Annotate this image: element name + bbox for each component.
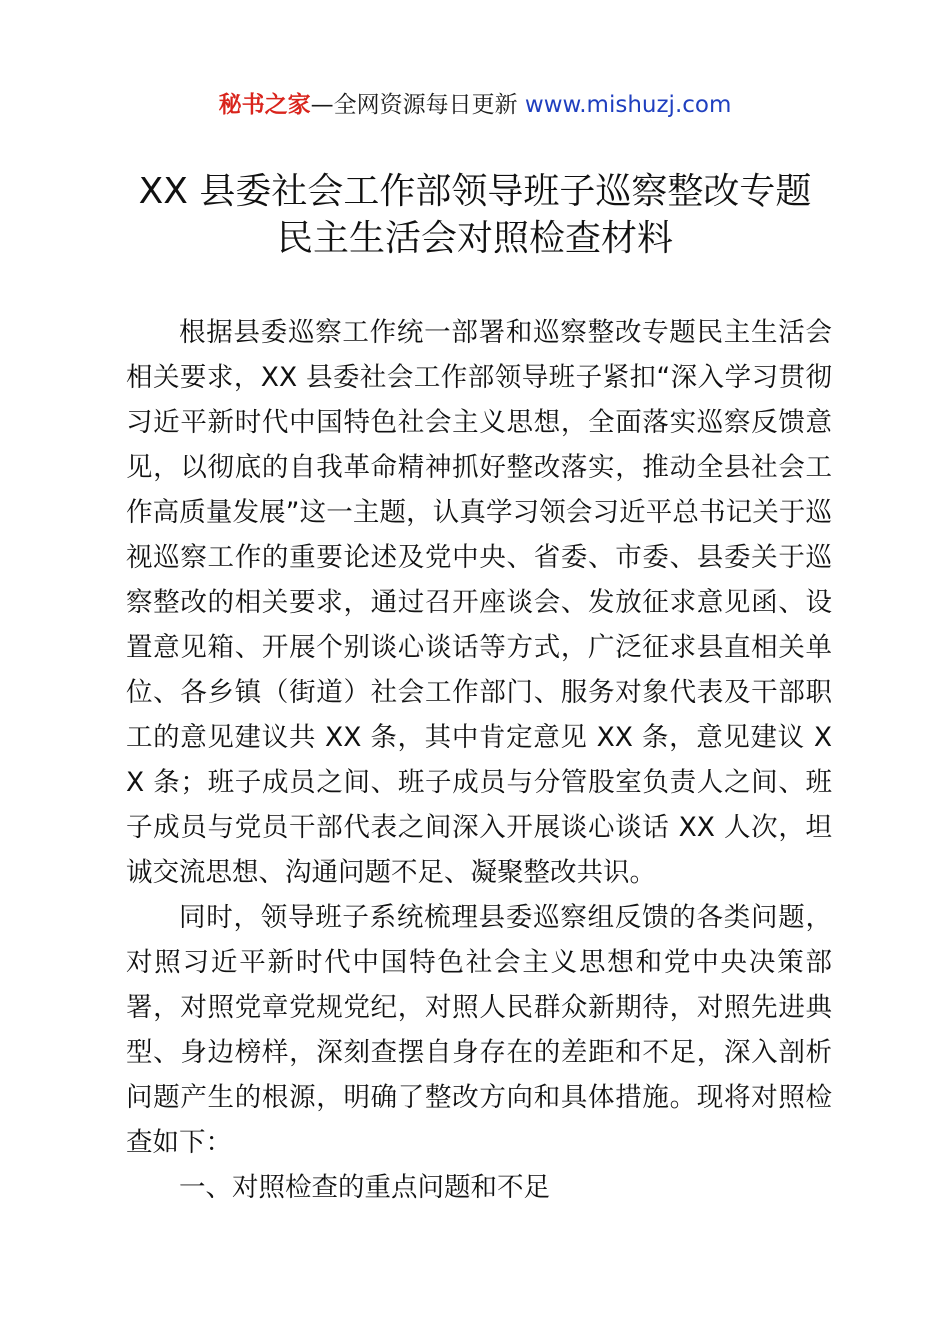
paragraph-1: 根据县委巡察工作统一部署和巡察整改专题民主生活会相关要求，XX 县委社会工作部领导班子紧扣“深入学习贯彻习近平新时代中国特色社会主义思想，全面落实巡察反馈意见，以彻底的自我革命精神抓好整改落实，推动全县社会工作高质量发展”这一主题，认真学习领会习近平总书记关于巡视巡察工作的重要论述及党中央、省委、市委、县委关于巡察整改的相关要求，通过召开座谈会、发放征求意见函、设置意见箱、开展个别谈心谈话等方式，广泛征求县直相关单位、各乡镇（街道）社会工作部门、服务对象代表及干部职工的意见建议共 XX 条，其中肯定意见 XX 条，意见建议 XX 条；班子成员之间、班子成员与分管股室负责人之间、班子成员与党员干部代表之间深入开展谈心谈话 XX 人次，坦诚交流思想、沟通问题不足、凝聚整改共识。 [126, 317, 832, 888]
document-body [126, 310, 832, 1210]
title-line-1: XX 县委社会工作部领导班子巡察整改专题 [138, 171, 812, 212]
brand-name: 秘书之家 [218, 92, 311, 118]
document-title [0, 168, 950, 262]
header-tagline: —全网资源每日更新 [310, 92, 525, 118]
site-url-link[interactable]: www.mishuzj.com [524, 92, 732, 118]
section-heading: 一、对照检查的重点问题和不足 [179, 1172, 550, 1203]
title-line-2: 民主生活会对照检查材料 [276, 218, 673, 259]
site-header [0, 88, 950, 122]
paragraph-2: 同时，领导班子系统梳理县委巡察组反馈的各类问题，对照习近平新时代中国特色社会主义思想和党中央决策部署，对照党章党规党纪，对照人民群众新期待，对照先进典型、身边榜样，深刻查摆自身存在的差距和不足，深入剖析问题产生的根源，明确了整改方向和具体措施。现将对照检查如下： [126, 902, 832, 1158]
